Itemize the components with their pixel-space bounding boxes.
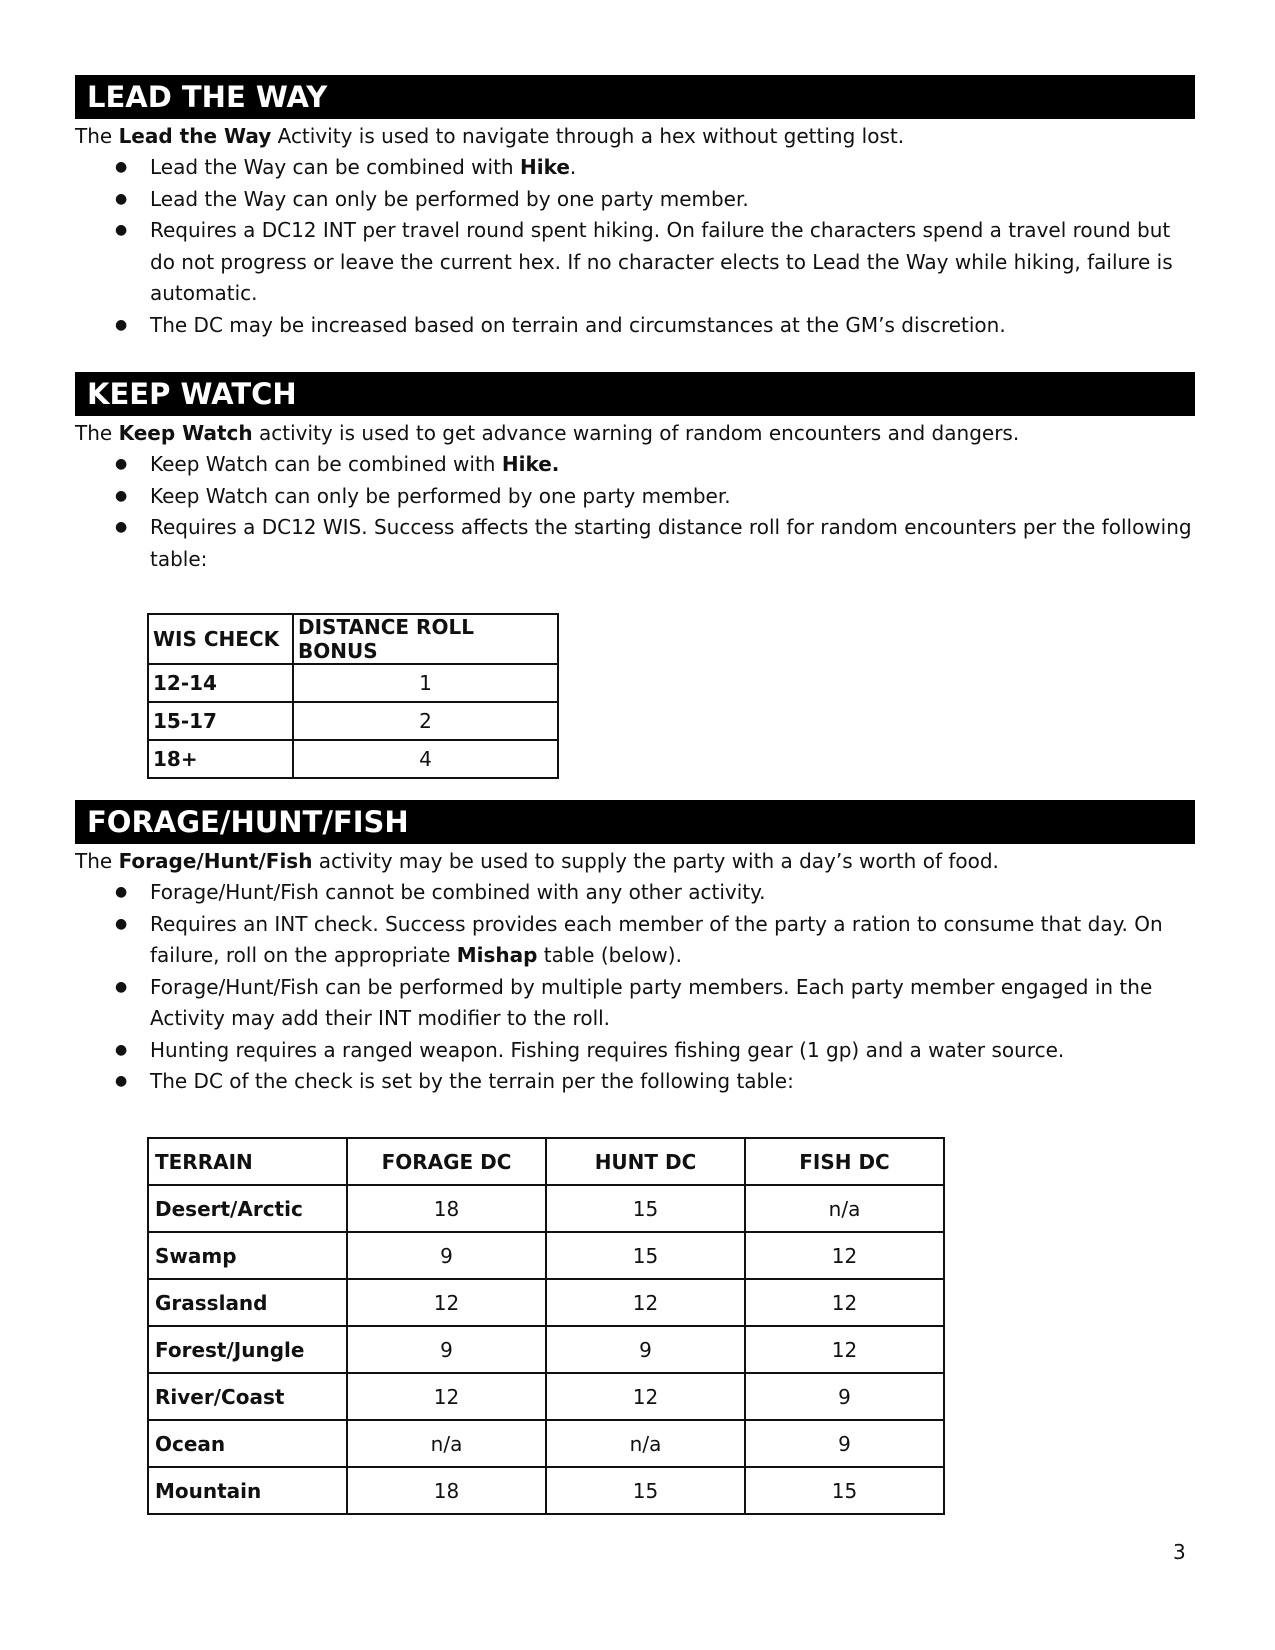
page-number: 3 [1173, 1540, 1186, 1564]
table-cell: 2 [293, 702, 558, 740]
bullet-icon: ● [115, 1073, 128, 1089]
bullet-list [75, 152, 1195, 341]
table-cell: 18 [347, 1467, 546, 1514]
table-cell: Mountain [148, 1467, 347, 1514]
column-header: TERRAIN [148, 1138, 347, 1185]
table-row [148, 1232, 944, 1279]
bullet-icon: ● [115, 159, 128, 175]
table-row [148, 702, 558, 740]
intro-text: activity is used to get advance warning of random encounters and dangers. [252, 421, 1020, 445]
list-item [75, 184, 1195, 216]
intro-term: Lead the Way [118, 124, 272, 148]
section-forage-hunt-fish [75, 800, 1195, 1098]
column-header: HUNT DC [546, 1138, 745, 1185]
list-text: Lead the Way can be combined with [150, 155, 520, 179]
list-item [75, 909, 1195, 972]
table-cell: 9 [347, 1326, 546, 1373]
table-cell: 12 [745, 1279, 944, 1326]
list-item [75, 1035, 1195, 1067]
column-header: FORAGE DC [347, 1138, 546, 1185]
column-header: FISH DC [745, 1138, 944, 1185]
table-cell: 12 [546, 1373, 745, 1420]
bullet-icon: ● [115, 190, 128, 207]
table-cell: 15-17 [148, 702, 293, 740]
table-row [148, 740, 558, 778]
list-text: Requires a DC12 WIS. Success affects the starting distance roll for random encounters per the following table: [150, 515, 1192, 571]
list-term: Hike. [501, 452, 560, 476]
list-text: Forage/Hunt/Fish can be performed by multiple party members. Each party member engaged in the Activity may add their INT modifier to the roll. [150, 974, 1153, 1030]
table-cell: 12 [745, 1232, 944, 1279]
list-text: Keep Watch can be combined with [150, 452, 502, 476]
table-cell: 12 [347, 1373, 546, 1420]
bullet-icon: ● [115, 884, 128, 900]
table-cell: 18 [347, 1185, 546, 1232]
table-row [148, 1467, 944, 1514]
bullet-icon: ● [115, 1041, 128, 1058]
intro-text: Activity is used to navigate through a hex without getting lost. [271, 124, 905, 148]
intro-text: The [75, 421, 119, 445]
table-row [148, 1326, 944, 1373]
table-cell: River/Coast [148, 1373, 347, 1420]
table-row [148, 1420, 944, 1467]
table-cell: n/a [546, 1420, 745, 1467]
table-cell: 12 [745, 1326, 944, 1373]
bullet-icon: ● [115, 915, 128, 932]
list-term: Mishap [456, 943, 538, 967]
intro-paragraph [75, 121, 1195, 152]
list-text: Requires an INT check. Success provides each member of the party a ration to consume that day. On failure, roll on the appropriate [150, 911, 1163, 967]
table-cell: 15 [745, 1467, 944, 1514]
table-row [148, 1279, 944, 1326]
list-text: Hunting requires a ranged weapon. Fishing requires fishing gear (1 gp) and a water source. [150, 1037, 1065, 1062]
table-cell: 15 [546, 1185, 745, 1232]
table-cell: 12 [347, 1279, 546, 1326]
wis-check-table [147, 613, 559, 779]
table-cell: 15 [546, 1467, 745, 1514]
table-cell: 4 [293, 740, 558, 778]
list-item [75, 310, 1195, 342]
table-cell: 9 [546, 1326, 745, 1373]
list-text: . [569, 155, 577, 179]
table-cell: 12 [546, 1279, 745, 1326]
table-cell: 12-14 [148, 664, 293, 702]
intro-text: The [75, 124, 119, 148]
table-cell: 18+ [148, 740, 293, 778]
bullet-icon: ● [115, 222, 128, 238]
bullet-icon: ● [115, 519, 128, 535]
intro-term: Keep Watch [118, 421, 253, 445]
list-item [75, 481, 1195, 513]
section-heading: FORAGE/HUNT/FISH [75, 800, 1195, 844]
table-cell: 9 [745, 1420, 944, 1467]
intro-text: activity may be used to supply the party with a day’s worth of food. [312, 849, 999, 873]
list-item [75, 152, 1195, 184]
list-item [75, 449, 1195, 481]
list-item [75, 877, 1195, 909]
list-item [75, 972, 1195, 1035]
bullet-icon: ● [115, 487, 128, 504]
table-cell: Ocean [148, 1420, 347, 1467]
table-header-row [148, 614, 558, 664]
intro-term: Forage/Hunt/Fish [118, 849, 313, 873]
list-text: Keep Watch can only be performed by one party member. [150, 483, 731, 508]
section-heading: KEEP WATCH [75, 372, 1195, 416]
list-item [75, 215, 1195, 310]
column-header: WIS CHECK [148, 614, 293, 664]
bullet-icon: ● [115, 978, 128, 995]
table-cell: 1 [293, 664, 558, 702]
table-row [148, 1373, 944, 1420]
section-lead-the-way [75, 75, 1195, 341]
list-term: Hike [519, 155, 570, 179]
table-cell: 15 [546, 1232, 745, 1279]
bullet-icon: ● [115, 316, 128, 333]
table-cell: n/a [745, 1185, 944, 1232]
list-text: The DC may be increased based on terrain and circumstances at the GM’s discretion. [150, 312, 1006, 337]
intro-paragraph [75, 846, 1195, 877]
table-cell: Grassland [148, 1279, 347, 1326]
table-cell: 9 [745, 1373, 944, 1420]
section-heading: LEAD THE WAY [75, 75, 1195, 119]
intro-paragraph [75, 418, 1195, 449]
table-cell: Forest/Jungle [148, 1326, 347, 1373]
terrain-dc-table [147, 1137, 945, 1515]
table-header-row [148, 1138, 944, 1185]
list-text: Requires a DC12 INT per travel round spent hiking. On failure the characters spend a travel round but do not progress or leave the current hex. If no character elects to Lead the Way while hiking, failure is automatic. [150, 218, 1173, 305]
intro-text: The [75, 849, 119, 873]
table-row [148, 664, 558, 702]
table-cell: Swamp [148, 1232, 347, 1279]
table-cell: Desert/Arctic [148, 1185, 347, 1232]
list-item [75, 1066, 1195, 1098]
table-cell: 9 [347, 1232, 546, 1279]
list-text: table (below). [537, 943, 682, 967]
bullet-list [75, 877, 1195, 1098]
table-row [148, 1185, 944, 1232]
column-header: DISTANCE ROLL BONUS [293, 614, 558, 664]
list-text: Lead the Way can only be performed by one party member. [150, 186, 749, 211]
list-text: Forage/Hunt/Fish cannot be combined with any other activity. [150, 880, 766, 904]
list-item [75, 512, 1195, 575]
bullet-icon: ● [115, 456, 128, 472]
section-keep-watch [75, 372, 1195, 575]
bullet-list [75, 449, 1195, 575]
list-text: The DC of the check is set by the terrain per the following table: [150, 1069, 794, 1093]
table-cell: n/a [347, 1420, 546, 1467]
